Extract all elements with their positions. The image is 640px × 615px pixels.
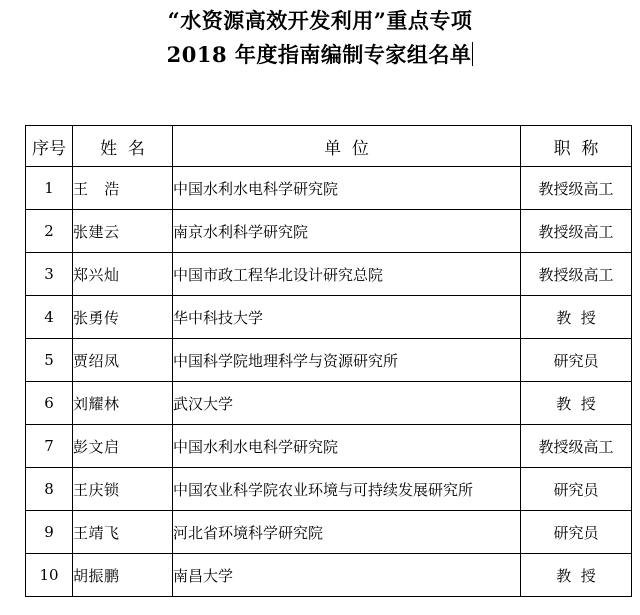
row-unit: 中国农业科学院农业环境与可持续发展研究所 bbox=[173, 468, 521, 511]
row-name: 郑兴灿 bbox=[73, 253, 173, 296]
row-name: 彭文启 bbox=[73, 425, 173, 468]
row-index: 2 bbox=[26, 210, 73, 253]
row-unit: 河北省环境科学研究院 bbox=[173, 511, 521, 554]
row-name: 胡振鹏 bbox=[73, 554, 173, 597]
row-index: 10 bbox=[26, 554, 73, 597]
row-unit: 南昌大学 bbox=[173, 554, 521, 597]
document-title bbox=[0, 4, 640, 72]
table-header-row bbox=[26, 126, 632, 167]
row-unit: 中国市政工程华北设计研究总院 bbox=[173, 253, 521, 296]
row-name: 王靖飞 bbox=[73, 511, 173, 554]
row-index: 4 bbox=[26, 296, 73, 339]
row-name: 王庆锁 bbox=[73, 468, 173, 511]
header-index: 序号 bbox=[26, 126, 73, 167]
row-index: 1 bbox=[26, 167, 73, 210]
row-name: 贾绍凤 bbox=[73, 339, 173, 382]
header-title: 职 称 bbox=[521, 126, 632, 167]
row-index: 9 bbox=[26, 511, 73, 554]
row-name: 王 浩 bbox=[73, 167, 173, 210]
row-title: 教 授 bbox=[521, 296, 632, 339]
header-unit: 单 位 bbox=[173, 126, 521, 167]
row-name: 张勇传 bbox=[73, 296, 173, 339]
row-unit: 华中科技大学 bbox=[173, 296, 521, 339]
table-row bbox=[26, 339, 632, 382]
table-row bbox=[26, 253, 632, 296]
row-title: 教 授 bbox=[521, 554, 632, 597]
row-unit: 中国水利水电科学研究院 bbox=[173, 425, 521, 468]
table-row bbox=[26, 167, 632, 210]
row-index: 8 bbox=[26, 468, 73, 511]
row-index: 5 bbox=[26, 339, 73, 382]
row-title: 教 授 bbox=[521, 382, 632, 425]
row-title: 研究员 bbox=[521, 339, 632, 382]
header-name: 姓 名 bbox=[73, 126, 173, 167]
row-title: 研究员 bbox=[521, 511, 632, 554]
row-name: 刘耀林 bbox=[73, 382, 173, 425]
row-index: 3 bbox=[26, 253, 73, 296]
table-row bbox=[26, 511, 632, 554]
table-row bbox=[26, 468, 632, 511]
row-index: 7 bbox=[26, 425, 73, 468]
row-title: 教授级高工 bbox=[521, 253, 632, 296]
row-unit: 南京水利科学研究院 bbox=[173, 210, 521, 253]
table-row bbox=[26, 210, 632, 253]
row-title: 教授级高工 bbox=[521, 425, 632, 468]
row-unit: 武汉大学 bbox=[173, 382, 521, 425]
title-line-1: “水资源高效开发利用”重点专项 bbox=[167, 8, 473, 33]
row-unit: 中国科学院地理科学与资源研究所 bbox=[173, 339, 521, 382]
title-line-2-text: 2018 年度指南编制专家组名单 bbox=[166, 42, 472, 67]
text-cursor bbox=[472, 42, 473, 66]
row-name: 张建云 bbox=[73, 210, 173, 253]
expert-roster-table bbox=[25, 125, 632, 597]
row-title: 教授级高工 bbox=[521, 167, 632, 210]
table-row bbox=[26, 296, 632, 339]
table-row bbox=[26, 554, 632, 597]
table-row bbox=[26, 425, 632, 468]
row-unit: 中国水利水电科学研究院 bbox=[173, 167, 521, 210]
title-line-2 bbox=[0, 38, 640, 72]
row-title: 研究员 bbox=[521, 468, 632, 511]
row-title: 教授级高工 bbox=[521, 210, 632, 253]
table-row bbox=[26, 382, 632, 425]
row-index: 6 bbox=[26, 382, 73, 425]
